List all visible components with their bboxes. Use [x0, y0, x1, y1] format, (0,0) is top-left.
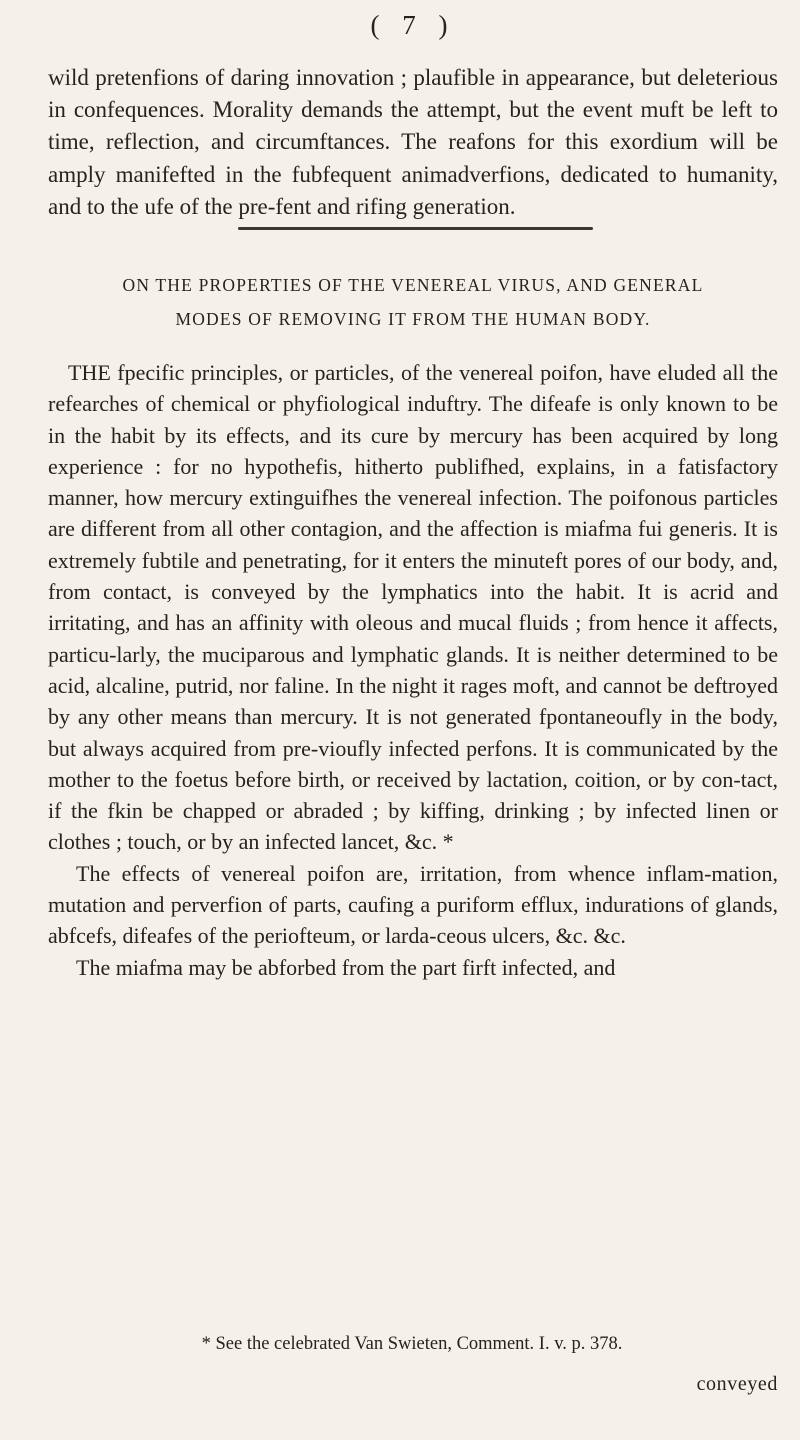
book-page: [48, 0, 778, 1440]
page-number: ( 7 ): [370, 10, 456, 40]
section-heading-line-1: ON THE PROPERTIES OF THE VENEREAL VIRUS, AND GENERAL: [122, 275, 704, 295]
intro-paragraph: wild pretenfions of daring innovation ; plaufible in appearance, but deleterious in confequences. Morality demands the attempt, but the event muft be left to time, reflection, and circumftances. The reafons for this exordium will be amply manifefted in the fubfequent animadverfions, dedicated to humanity, and to the ufe of the pre-fent and rifing generation.: [48, 65, 778, 219]
section-heading-line-2: MODES OF REMOVING IT FROM THE HUMAN BODY.: [175, 309, 651, 329]
section-divider: [238, 227, 593, 230]
body-paragraph-1: THE fpecific principles, or particles, of the venereal poifon, have eluded all the refearches of chemical or phyfiological induftry. The difeafe is only known to be in the habit by its effects, and its cure by mercury has been acquired by long experience : for no hypothefis, hitherto publifhed, explains, in a fatisfactory manner, how mercury extinguifhes the venereal infection. The poifonous particles are different from all other contagion, and the affection is miafma fui generis. It is extremely fubtile and penetrating, for it enters the minuteft pores of our body, and, from contact, is conveyed by the lymphatics into the habit. It is acrid and irritating, and has an affinity with oleous and mucal fluids ; from hence it affects, particu-larly, the muciparous and lymphatic glands. It is neither determined to be acid, alcaline, putrid, nor faline. In the night it rages moft, and cannot be deftroyed by any other means than mercury. It is not generated fpontaneoufly in the body, but always acquired from pre-vioufly infected perfons. It is communicated by the mother to the foetus before birth, or received by lactation, coition, or by con-tact, if the fkin be chapped or abraded ; by kiffing, drinking ; by infected linen or clothes ; touch, or by an infected lancet, &c. *: [48, 360, 778, 855]
section-heading: [48, 268, 778, 336]
body-paragraph-3: The miafma may be abforbed from the part firft infected, and: [76, 954, 616, 980]
body-paragraph-2: The effects of venereal poifon are, irritation, from whence inflam-mation, mutation and perverfion of parts, caufing a puriform efflux, indurations of glands, abfcefs, difeafes of the periofteum, or larda-ceous ulcers, &c. &c.: [48, 860, 778, 949]
catchword: conveyed: [696, 1373, 778, 1395]
footnote: * See the celebrated Van Swieten, Comment. I. v. p. 378.: [201, 1334, 623, 1354]
section-body: [48, 357, 778, 983]
